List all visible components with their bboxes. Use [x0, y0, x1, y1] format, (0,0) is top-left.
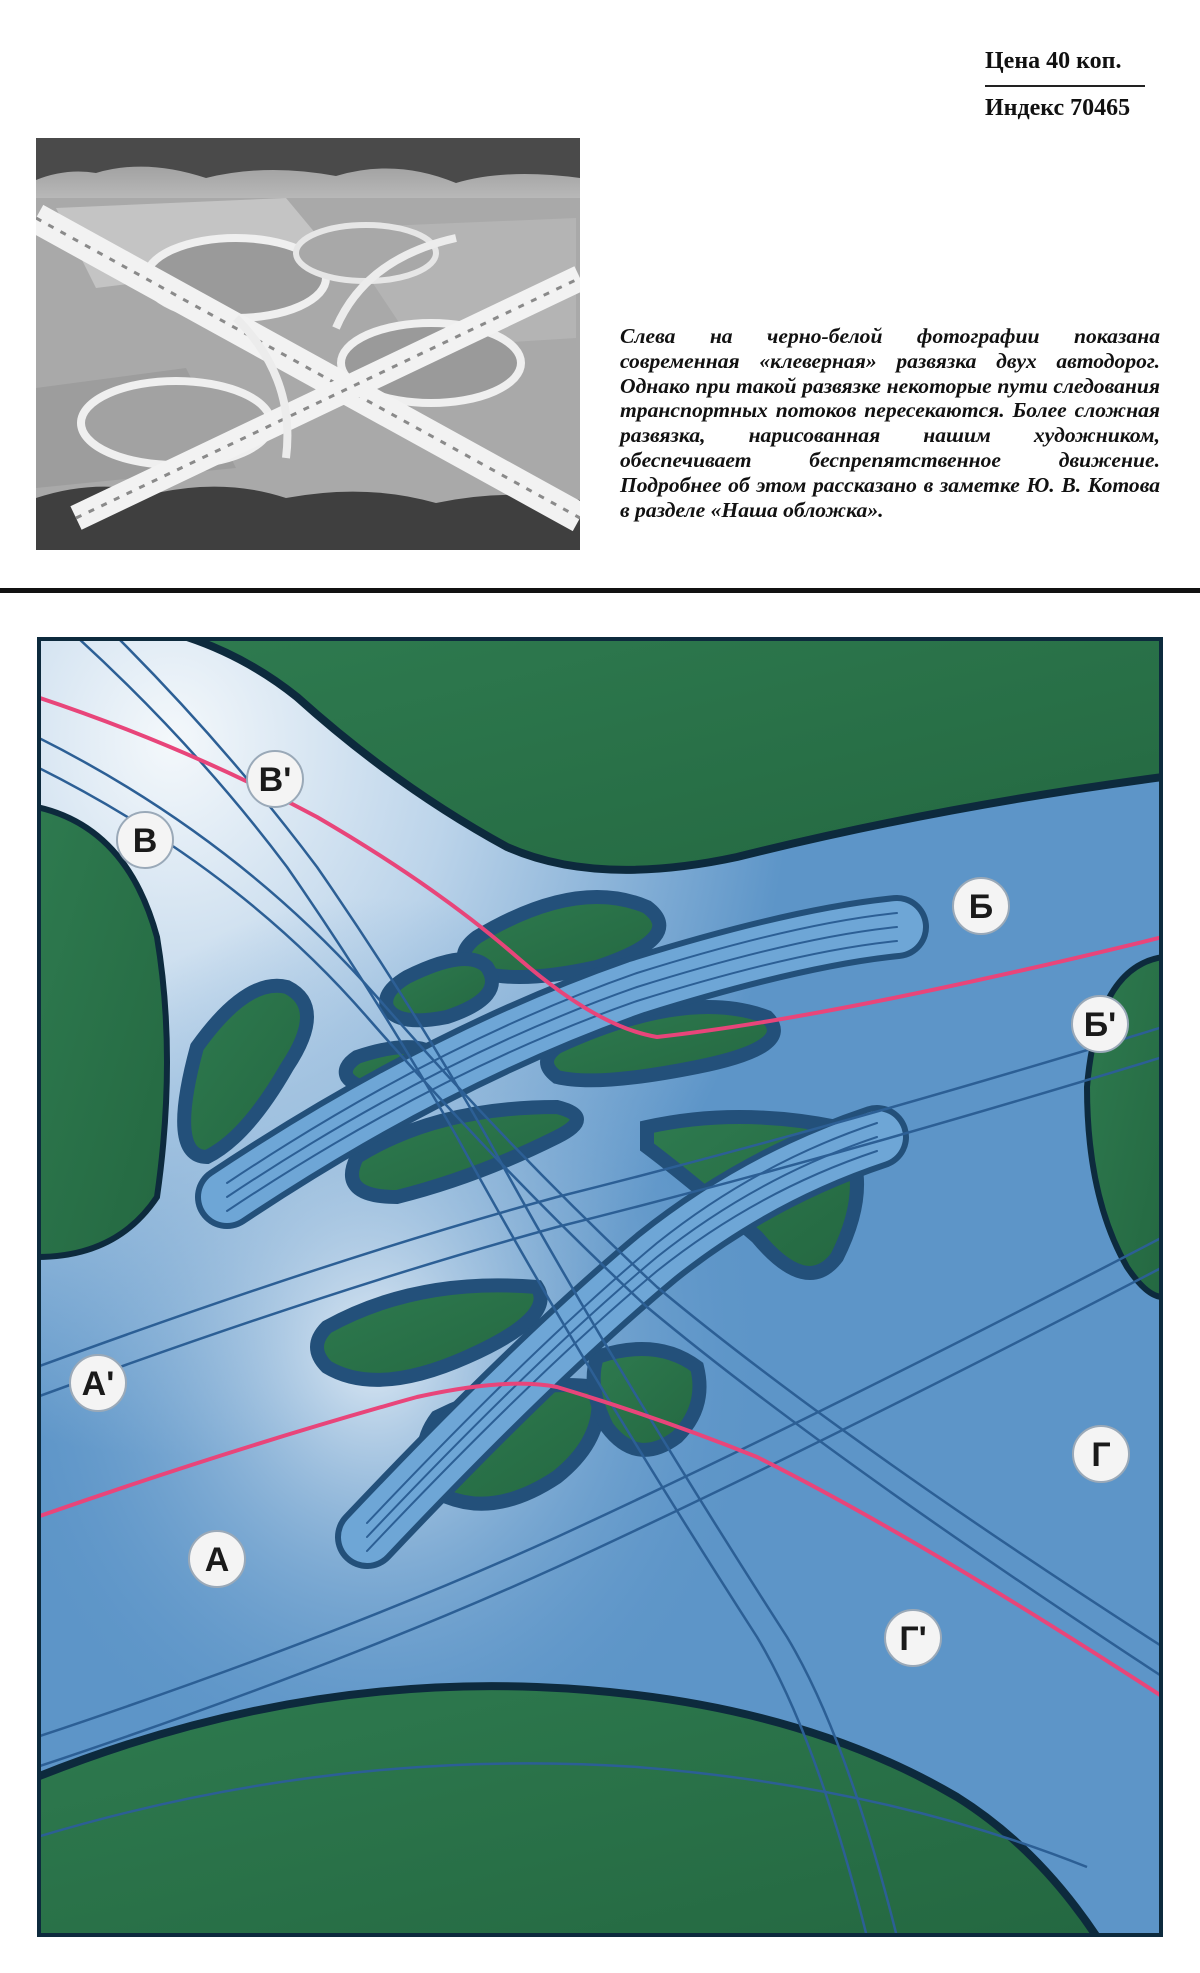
svg-text:Г: Г	[1091, 1436, 1111, 1474]
label-g	[1073, 1426, 1129, 1482]
svg-text:А: А	[204, 1541, 230, 1579]
label-v-prime	[247, 751, 303, 807]
label-b	[953, 878, 1009, 934]
interchange-illustration	[37, 637, 1163, 1937]
label-v	[117, 812, 173, 868]
index-text: Индекс 70465	[985, 95, 1131, 121]
cloverleaf-photo-drawing	[36, 138, 580, 550]
price-block	[985, 48, 1145, 122]
svg-text:В': В'	[258, 761, 292, 799]
interchange-drawing	[37, 637, 1163, 1937]
svg-text:А': А'	[81, 1365, 115, 1403]
svg-text:В: В	[132, 822, 158, 860]
photo-caption: Слева на черно-белой фотографии показана современная «клеверная» развязка двух автодорог. Однако при такой развязке некоторые пути следования транспортных потоков пересекаются. Более сложная развязка, нарисованная нашим художником, обеспечивает беспрепятственное движение. Подробнее об этом рассказано в заметке Ю. В. Котова в разделе «Наша обложка».	[620, 324, 1160, 522]
price-text: Цена 40 коп.	[985, 48, 1122, 74]
label-a	[189, 1531, 245, 1587]
price-divider	[985, 85, 1145, 87]
section-divider	[0, 588, 1200, 593]
label-g-prime	[885, 1610, 941, 1666]
label-a-prime	[70, 1355, 126, 1411]
cloverleaf-photo	[36, 138, 580, 550]
svg-text:Г': Г'	[899, 1620, 927, 1658]
label-b-prime	[1072, 996, 1128, 1052]
svg-text:Б: Б	[968, 888, 994, 926]
svg-text:Б': Б'	[1083, 1006, 1117, 1044]
